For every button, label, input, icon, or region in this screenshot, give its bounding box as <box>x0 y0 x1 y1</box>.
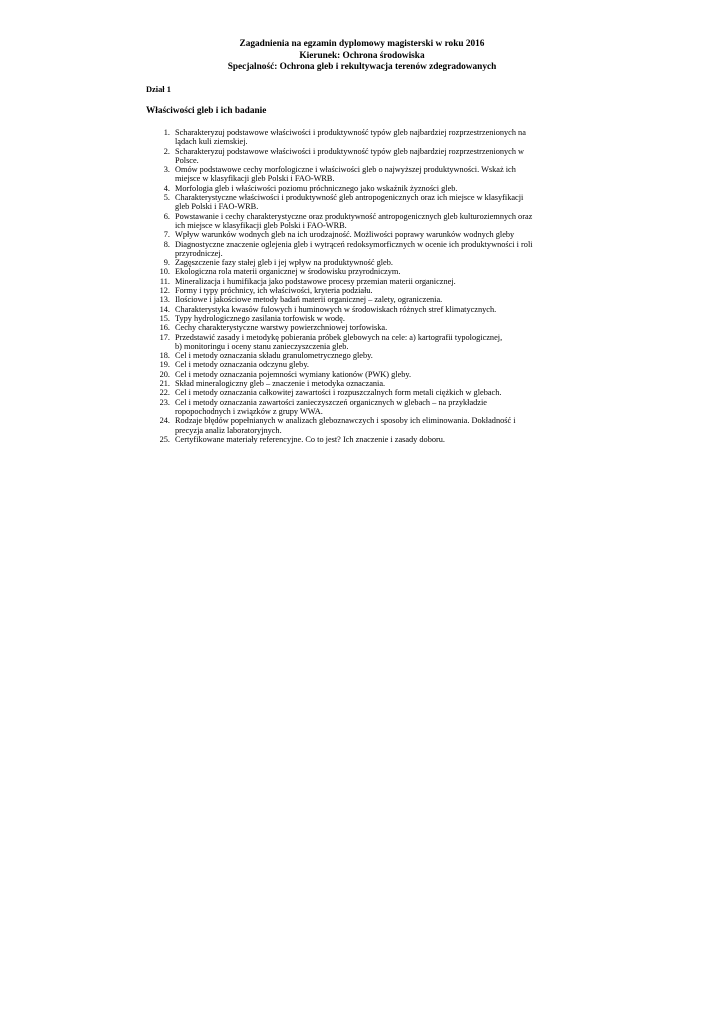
question-item <box>0 398 724 417</box>
question-text-line: Morfologia gleb i właściwości poziomu próchnicznego jako wskaźnik żyzności gleb. <box>175 183 458 193</box>
question-number: 2. <box>163 146 170 156</box>
question-item <box>0 277 724 286</box>
question-number: 14. <box>159 304 170 314</box>
question-number: 10. <box>159 267 170 277</box>
question-text-line: Charakterystyczne właściwości i produktywność gleb antropogenicznych oraz ich miejsce w klasyfikacji <box>175 193 524 203</box>
question-text-line: Ekologiczna rola materii organicznej w środowisku przyrodniczym. <box>175 267 401 277</box>
question-text-line: Cel i metody oznaczania składu granulometrycznego gleby. <box>175 351 373 361</box>
document-header <box>0 39 724 74</box>
question-text-line: Formy i typy próchnicy, ich właściwości, kryteria podziału. <box>175 286 373 296</box>
question-item <box>0 258 724 267</box>
question-text <box>175 286 590 295</box>
question-item <box>0 314 724 323</box>
question-item <box>0 305 724 314</box>
question-item <box>0 351 724 360</box>
question-number: 25. <box>159 434 170 444</box>
question-text <box>175 230 590 239</box>
question-text-line: Scharakteryzuj podstawowe właściwości i produktywność typów gleb najbardziej rozprzestrzenionych na <box>175 128 526 137</box>
question-text-line: Cechy charakterystyczne warstwy powierzchniowej torfowiska. <box>175 323 388 333</box>
question-text-line: ropopochodnych i związków z grupy WWA. <box>175 406 323 416</box>
question-number: 6. <box>163 211 170 221</box>
question-text <box>175 398 590 417</box>
question-text-line: Polsce. <box>175 155 199 165</box>
question-text <box>175 388 590 397</box>
question-item <box>0 435 724 444</box>
question-number: 15. <box>159 313 170 323</box>
question-text <box>175 165 590 184</box>
question-item <box>0 360 724 369</box>
question-text-line: lądach kuli ziemskiej. <box>175 137 248 147</box>
section-label: Dział 1 <box>146 85 171 94</box>
question-number: 18. <box>159 351 170 361</box>
question-text <box>175 240 590 259</box>
question-text <box>175 258 590 267</box>
question-text-line: Powstawanie i cechy charakterystyczne oraz produktywność antropogenicznych gleb kulturoziemnych oraz <box>175 211 533 221</box>
question-text <box>175 351 590 360</box>
question-text-line: ich miejsce w klasyfikacji gleb Polski i FAO-WRB. <box>175 220 347 230</box>
question-text-line: Skład mineralogiczny gleb – znaczenie i metodyka oznaczania. <box>175 379 386 389</box>
question-text-line: przyrodniczej. <box>175 248 223 258</box>
question-text <box>175 147 590 166</box>
question-text-line: Cel i metody oznaczania zawartości zanieczyszczeń organicznych w glebach – na przykładzie <box>175 397 487 407</box>
question-item <box>0 128 724 147</box>
question-text <box>175 128 590 147</box>
question-text-line: Ilościowe i jakościowe metody badań materii organicznej – zalety, ograniczenia. <box>175 295 443 305</box>
question-number: 9. <box>163 258 170 268</box>
question-item <box>0 193 724 212</box>
question-text-line: Przedstawić zasady i metodykę pobierania próbek glebowych na cele: a) kartografii typologicznej, <box>175 332 503 342</box>
question-text <box>175 193 590 212</box>
question-item <box>0 295 724 304</box>
question-item <box>0 388 724 397</box>
question-number: 13. <box>159 295 170 305</box>
question-number: 24. <box>159 416 170 426</box>
question-number: 4. <box>163 183 170 193</box>
header-title: Zagadnienia na egzamin dyplomowy magisterski w roku 2016 <box>239 39 485 49</box>
question-text-line: Certyfikowane materiały referencyjne. Co to jest? Ich znaczenie i zasady doboru. <box>175 434 445 444</box>
section-title: Właściwości gleb i ich badanie <box>146 106 267 116</box>
question-item <box>0 212 724 231</box>
question-text-line: Rodzaje błędów popełnianych w analizach gleboznawczych i sposoby ich eliminowania. Dokładność i <box>175 416 516 426</box>
question-item <box>0 267 724 276</box>
question-text <box>175 379 590 388</box>
question-text-line: Omów podstawowe cechy morfologiczne i właściwości gleb o najwyższej produktywności. Wskaż ich <box>175 165 516 175</box>
question-text <box>175 416 590 435</box>
question-item <box>0 323 724 332</box>
question-number: 11. <box>159 276 170 286</box>
question-text-line: Cel i metody oznaczania odczynu gleby. <box>175 360 310 370</box>
question-text <box>175 277 590 286</box>
question-text-line: Mineralizacja i humifikacja jako podstawowe procesy przemian materii organicznej. <box>175 276 456 286</box>
question-item <box>0 333 724 352</box>
question-list <box>0 128 724 444</box>
question-number: 17. <box>159 332 170 342</box>
question-text <box>175 370 590 379</box>
question-text-line: Cel i metody oznaczania pojemności wymiany kationów (PWK) gleby. <box>175 369 412 379</box>
question-number: 8. <box>163 239 170 249</box>
question-item <box>0 230 724 239</box>
question-item <box>0 379 724 388</box>
question-number: 20. <box>159 369 170 379</box>
question-item <box>0 370 724 379</box>
question-item <box>0 416 724 435</box>
question-number: 19. <box>159 360 170 370</box>
question-text-line: Cel i metody oznaczania całkowitej zawartości i rozpuszczalnych form metali ciężkich w glebach. <box>175 388 502 398</box>
question-number: 5. <box>163 193 170 203</box>
question-number: 7. <box>163 230 170 240</box>
question-text-line: Diagnostyczne znaczenie oglejenia gleb i wytrąceń redoksymorficznych w ocenie ich produktywności i roli <box>175 239 533 249</box>
question-text <box>175 184 590 193</box>
question-item <box>0 286 724 295</box>
header-field-of-study: Kierunek: Ochrona środowiska <box>299 50 425 61</box>
question-text <box>175 360 590 369</box>
question-number: 22. <box>159 388 170 398</box>
question-text-line: Typy hydrologicznego zasilania torfowisk w wodę. <box>175 313 345 323</box>
question-number: 3. <box>163 165 170 175</box>
question-item <box>0 147 724 166</box>
header-specialization: Specjalność: Ochrona gleb i rekultywacja terenów zdegradowanych <box>227 62 497 72</box>
question-item <box>0 184 724 193</box>
question-text-line: b) monitoringu i oceny stanu zanieczyszczenia gleb. <box>175 341 349 351</box>
question-text-line: miejsce w klasyfikacji gleb Polski i FAO-WRB. <box>175 174 335 184</box>
question-text <box>175 267 590 276</box>
question-text-line: Zagęszczenie fazy stałej gleb i jej wpływ na produktywność gleb. <box>175 258 393 268</box>
question-text-line: Wpływ warunków wodnych gleb na ich urodzajność. Możliwości poprawy warunków wodnych gleby <box>175 230 515 240</box>
question-item <box>0 240 724 259</box>
question-number: 1. <box>163 128 170 137</box>
question-text <box>175 295 590 304</box>
question-number: 21. <box>159 379 170 389</box>
question-text-line: Charakterystyka kwasów fulowych i huminowych w środowiskach różnych stref klimatycznych. <box>175 304 497 314</box>
question-text-line: Scharakteryzuj podstawowe właściwości i produktywność typów gleb najbardziej rozprzestrzenionych w <box>175 146 525 156</box>
question-text <box>175 212 590 231</box>
question-number: 12. <box>159 286 170 296</box>
question-text-line: precyzja analiz laboratoryjnych. <box>175 425 282 435</box>
question-item <box>0 165 724 184</box>
question-text <box>175 323 590 332</box>
question-number: 16. <box>159 323 170 333</box>
question-text <box>175 435 590 444</box>
question-text <box>175 314 590 323</box>
question-text <box>175 333 590 352</box>
question-text <box>175 305 590 314</box>
question-number: 23. <box>159 397 170 407</box>
question-text-line: gleb Polski i FAO-WRB. <box>175 202 259 212</box>
